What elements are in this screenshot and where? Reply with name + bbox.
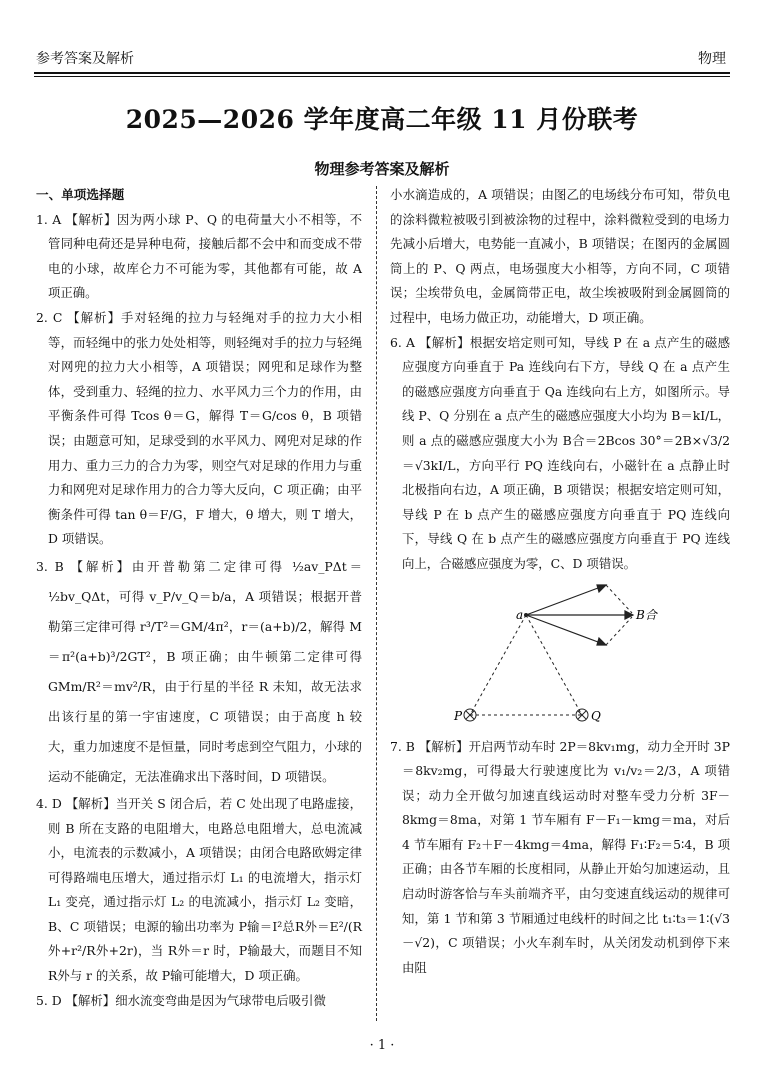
wire-Q: [576, 709, 588, 721]
dashed-parallelogram-bottom: [606, 617, 632, 645]
page-title: 2025—2026 学年度高二年级 11 月份联考: [125, 105, 639, 134]
column-divider: [376, 186, 377, 1021]
wire-P: [464, 709, 476, 721]
answer-3: 3. B 【解析】由开普勒第二定律可得 ½av_PΔt＝½bv_QΔt，可得 v_P/v_Q＝b/a，A 项错误；根据开普勒第三定律可得 r³/T²＝GM/4π²，r＝(a+b)/2，解得 M＝π²(a+b)³/2GT²，B 项正确；由牛顿第二定律可得 GMm/R²＝mv²/R，由于行星的半径 R 未知，故无法求出该行星的第一宇宙速度，C 项错误；由于高度 h 较大，重力加速度不是恒量，同时考虑到空气阻力，小球的运动不能确定，无法准确求出下落时间，D 项错误。: [36, 558, 362, 784]
dashed-line-aQ: [526, 615, 582, 715]
arrowhead-BP: [597, 638, 606, 645]
point-a-dot: [524, 613, 528, 617]
answer-5-start: 5. D 【解析】细水流变弯曲是因为气球带电后吸引微: [36, 992, 326, 1008]
header-rule: [34, 72, 730, 74]
answer-5-continued: 小水滴造成的，A 项错误；由图乙的电场线分布可知，带负电的涂料微粒被吸引到被涂物的过程中，涂料微粒受到的电场力先减小后增大，电势能一直减小，B 项错误；在图丙的金属圆筒上的 P、Q 两点，电场强度大小相等，方向不同，C 项错误；尘埃带负电，金属筒带正电，故尘埃被吸附到金属圆筒的过程中，电场力做正功，动能增大，D 项正确。: [390, 187, 730, 325]
page-number: · 1 ·: [369, 1038, 395, 1053]
label-P: P: [454, 708, 463, 723]
answer-1: 1. A 【解析】因为两小球 P、Q 的电荷量大小不相等，不管同种电荷还是异种电荷，接触后都不会中和而变成不带电的小球，故库仑力不可能为零，其他都有可能，故 A 项正确。: [36, 211, 362, 301]
answer-2: 2. C 【解析】手对轻绳的拉力与轻绳对手的拉力大小相等，而轻绳中的张力处处相等，则轻绳对手的拉力与轻绳对网兜的拉力大小相等，A 项错误；网兜和足球作为整体，受到重力、轻绳的拉力、水平风力三个力的作用，由平衡条件可得 Tcos θ＝G，解得 T＝G/cos θ，B 项错误；由题意可知，足球受到的水平风力、网兜对足球的作用力、重力三力的合力为零，则空气对足球的作用力与重力和网兜对足球作用力的合力等大反向，C 项正确；由平衡条件可得 tan θ＝F/G，F 增大，θ 增大，则 T 增大，D 项错误。: [36, 309, 362, 547]
dashed-parallelogram-top: [606, 585, 632, 613]
header-rule-thin: [34, 76, 730, 77]
section-heading: 一、单项选择题: [36, 187, 125, 202]
page-header: [34, 40, 730, 70]
header-subject-label: 物理: [698, 51, 726, 67]
dashed-line-aP: [470, 615, 526, 715]
label-a: a: [516, 607, 524, 622]
right-column: [390, 183, 730, 980]
left-column: [36, 183, 362, 1013]
answer-7: 7. B 【解析】开启两节动车时 2P＝8kv₁mg，动力全开时 3P＝8kv₂mg，可得最大行驶速度比为 v₁/v₂＝2/3，A 项错误；动力全开做匀加速直线运动时对整车受力分析 3F－8kmg＝8ma，对第 1 节车厢有 F－F₁－kmg＝ma，对后 4 节车厢有 F₂＋F－4kmg＝4ma，解得 F₁∶F₂＝5∶4，B 项正确；由各节车厢的长度相同，从静止开始匀加速运动，且启动时游客恰与车头前端齐平，由匀变速直线运动的规律可知，第 1 节和第 3 节厢通过电线杆的时间之比 t₁∶t₃＝1∶(√3－√2)，C 项错误；小火车刹车时，从关闭发动机到停下来由阻: [390, 738, 730, 975]
magnetic-field-figure: [390, 583, 730, 733]
vector-BQ: [526, 585, 606, 615]
vector-BP: [526, 615, 606, 645]
header-left-label: 参考答案及解析: [36, 51, 134, 67]
label-B-sum: B合: [636, 607, 657, 622]
arrowhead-BQ: [597, 585, 606, 592]
answer-4: 4. D 【解析】当开关 S 闭合后，若 C 处出现了电路虚接，则 B 所在支路的电阻增大，电路总电阻增大，总电流减小，电流表的示数减小，A 项错误；由闭合电路欧姆定律可得路端电压增大，通过指示灯 L₁ 的电流增大，指示灯 L₁ 变亮，通过指示灯 L₂ 的电流减小，指示灯 L₂ 变暗，B、C 项错误；电源的输出功率为 P输＝I²总R外＝E²/(R外+r²/R外+2r)，当 R外＝r 时，P输最大，而题目不知 R外与 r 的关系，故 P输可能增大，D 项正确。: [36, 795, 362, 984]
label-Q: Q: [591, 708, 601, 723]
page-subtitle: 物理参考答案及解析: [314, 160, 450, 178]
answer-6: 6. A 【解析】根据安培定则可知，导线 P 在 a 点产生的磁感应强度方向垂直于 Pa 连线向右下方，导线 Q 在 a 点产生的磁感应强度方向垂直于 Qa 连线向右上方，如图所示。导线 P、Q 分别在 a 点产生的磁感应强度大小均为 B＝kI/L，则 a 点的磁感应强度大小为 B合＝2Bcos 30°＝2B×√3/2＝√3kI/L，方向平行 PQ 连线向右，小磁针在 a 点静止时北极指向右边，A 项正确，B 项错误；根据安培定则可知，导线 P 在 b 点产生的磁感应强度方向垂直于 PQ 连线向下，导线 Q 在 b 点产生的磁感应强度方向垂直于 PQ 连线向上，合磁感应强度为零，C、D 项错误。: [390, 334, 730, 571]
field-diagram: [390, 583, 730, 733]
